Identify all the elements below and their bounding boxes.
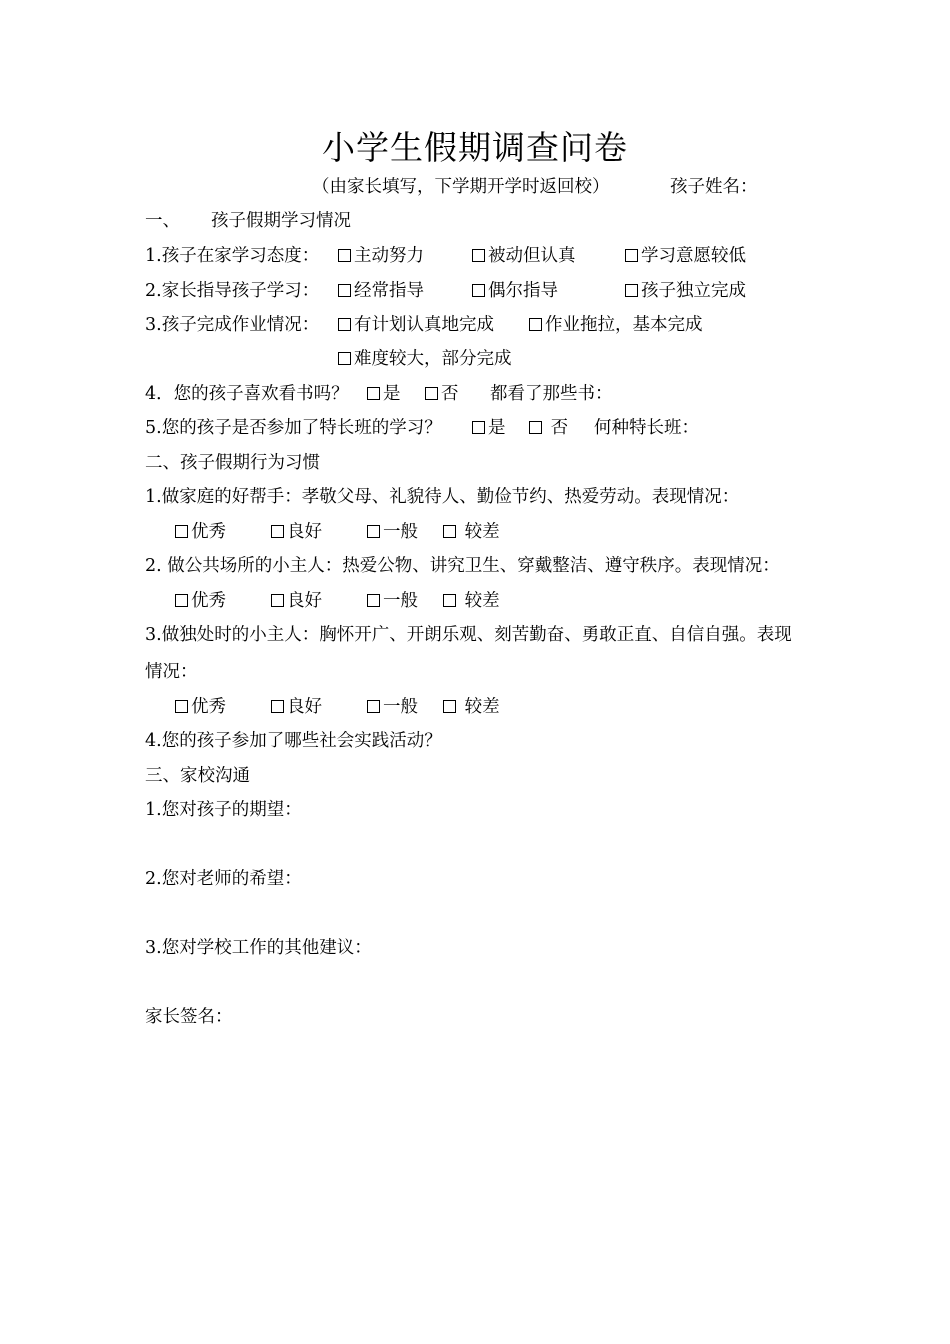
question-text: 4．您的孩子喜欢看书吗？ — [145, 384, 349, 404]
option[interactable]: 优秀 — [175, 695, 226, 719]
option[interactable]: 一般 — [367, 520, 418, 544]
checkbox[interactable] — [338, 249, 351, 262]
checkbox[interactable] — [367, 525, 380, 538]
option[interactable]: 孩子独立完成 — [625, 279, 746, 303]
section-1-number: 一、 — [145, 211, 180, 231]
checkbox[interactable] — [175, 700, 188, 713]
section-2-heading: 二、孩子假期行为习惯 — [145, 453, 320, 473]
option[interactable]: 较差 — [443, 695, 500, 719]
option[interactable]: 有计划认真地完成 — [338, 313, 494, 337]
checkbox[interactable] — [175, 594, 188, 607]
question-text-continued: 情况： — [145, 662, 198, 682]
checkbox[interactable] — [367, 700, 380, 713]
signature-label: 家长签名： — [145, 1007, 233, 1027]
checkbox[interactable] — [529, 421, 542, 434]
checkbox[interactable] — [625, 249, 638, 262]
section-3-heading: 三、家校沟通 — [145, 766, 250, 786]
option[interactable]: 一般 — [367, 695, 418, 719]
checkbox[interactable] — [175, 525, 188, 538]
followup-text: 都看了那些书： — [490, 384, 613, 404]
page-title: 小学生假期调查问卷 — [322, 128, 628, 167]
option[interactable]: 经常指导 — [338, 279, 424, 303]
checkbox[interactable] — [625, 284, 638, 297]
option[interactable]: 主动努力 — [338, 244, 424, 268]
checkbox[interactable] — [271, 525, 284, 538]
checkbox[interactable] — [338, 284, 351, 297]
option[interactable]: 学习意愿较低 — [625, 244, 746, 268]
option[interactable]: 一般 — [367, 589, 418, 613]
question-text: 3.做独处时的小主人：胸怀开广、开朗乐观、刻苦勤奋、勇敢正直、自信自强。表现 — [145, 625, 792, 645]
checkbox[interactable] — [271, 594, 284, 607]
option[interactable]: 良好 — [271, 695, 322, 719]
option[interactable]: 优秀 — [175, 520, 226, 544]
question-text: 3.您对学校工作的其他建议： — [145, 938, 372, 958]
question-text: 4.您的孩子参加了哪些社会实践活动？ — [145, 731, 442, 751]
option[interactable]: 否 — [529, 416, 568, 440]
checkbox[interactable] — [472, 421, 485, 434]
checkbox[interactable] — [425, 387, 438, 400]
question-text: 3.孩子完成作业情况： — [145, 315, 320, 335]
option[interactable]: 良好 — [271, 520, 322, 544]
option[interactable]: 较差 — [443, 589, 500, 613]
section-1-heading: 孩子假期学习情况 — [211, 211, 351, 231]
option[interactable]: 否 — [425, 382, 459, 406]
followup-text: 何种特长班： — [594, 418, 699, 438]
question-text: 2.您对老师的希望： — [145, 869, 302, 889]
option[interactable]: 优秀 — [175, 589, 226, 613]
option[interactable]: 较差 — [443, 520, 500, 544]
question-text: 1.孩子在家学习态度： — [145, 246, 320, 266]
question-text: 2.家长指导孩子学习： — [145, 281, 320, 301]
checkbox[interactable] — [529, 318, 542, 331]
option[interactable]: 是 — [367, 382, 401, 406]
question-text: 1.您对孩子的期望： — [145, 800, 302, 820]
question-text: 1.做家庭的好帮手：孝敬父母、礼貌待人、勤俭节约、热爱劳动。表现情况： — [145, 487, 740, 507]
option[interactable]: 作业拖拉，基本完成 — [529, 313, 703, 337]
checkbox[interactable] — [271, 700, 284, 713]
option[interactable]: 难度较大，部分完成 — [338, 347, 512, 371]
question-text: 5.您的孩子是否参加了特长班的学习？ — [145, 418, 442, 438]
checkbox[interactable] — [472, 284, 485, 297]
checkbox[interactable] — [367, 594, 380, 607]
checkbox[interactable] — [472, 249, 485, 262]
checkbox[interactable] — [443, 594, 456, 607]
option[interactable]: 良好 — [271, 589, 322, 613]
subtitle: （由家长填写，下学期开学时返回校） — [312, 177, 610, 197]
question-text: 2. 做公共场所的小主人：热爱公物、讲究卫生、穿戴整洁、遵守秩序。表现情况： — [145, 556, 780, 576]
checkbox[interactable] — [443, 525, 456, 538]
checkbox[interactable] — [443, 700, 456, 713]
checkbox[interactable] — [338, 352, 351, 365]
child-name-label: 孩子姓名： — [670, 177, 758, 197]
option[interactable]: 偶尔指导 — [472, 279, 558, 303]
option[interactable]: 是 — [472, 416, 506, 440]
checkbox[interactable] — [338, 318, 351, 331]
checkbox[interactable] — [367, 387, 380, 400]
option[interactable]: 被动但认真 — [472, 244, 576, 268]
